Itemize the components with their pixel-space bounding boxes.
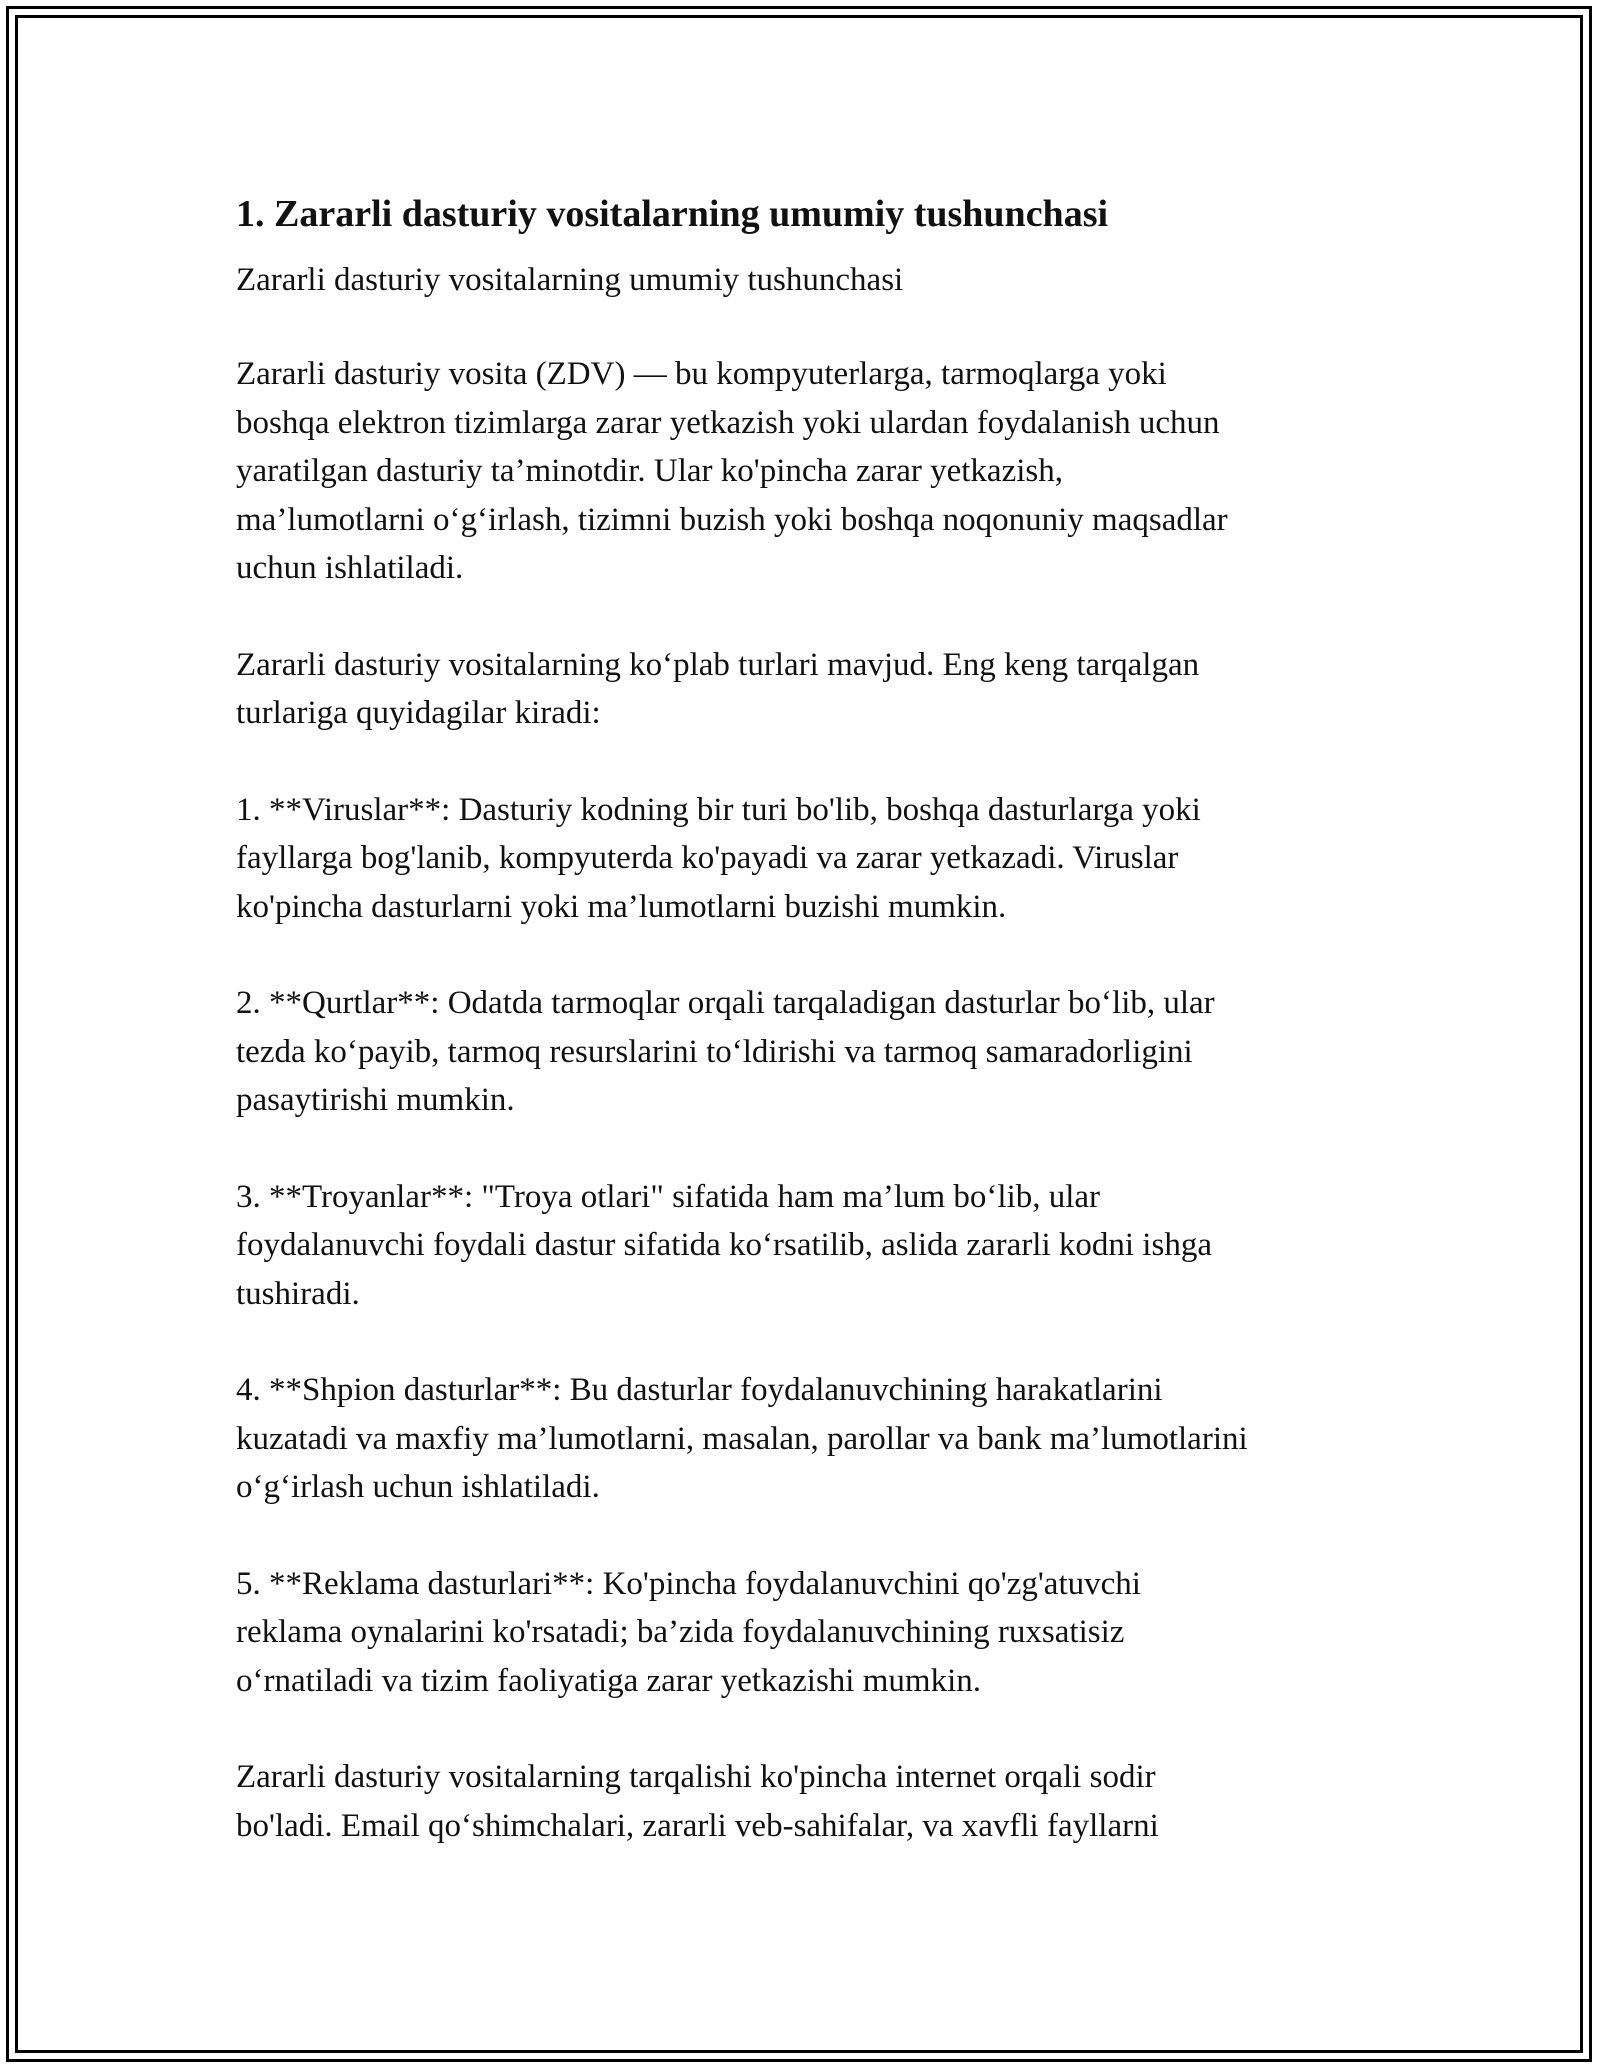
text-line: yaratilgan dasturiy ta’minotdir. Ular ko'pincha zarar yetkazish, — [236, 453, 1063, 489]
text-line: turlariga quyidagilar kiradi: — [236, 695, 601, 731]
paragraph-spread — [236, 1753, 1386, 1850]
list-item-spyware — [236, 1366, 1386, 1512]
document-subtitle: Zararli dasturiy vositalarning umumiy tushunchasi — [236, 262, 904, 298]
text-line: 1. **Viruslar**: Dasturiy kodning bir turi bo'lib, boshqa dasturlarga yoki — [236, 791, 1201, 828]
text-line: Zararli dasturiy vositalarning tarqalishi ko'pincha internet orqali sodir — [236, 1759, 1156, 1795]
text-line: fayllarga bog'lanib, kompyuterda ko'payadi va zarar yetkazadi. Viruslar — [236, 840, 1179, 876]
text-line: ko'pincha dasturlarni yoki ma’lumotlarni buzishi mumkin. — [236, 888, 1007, 925]
text-line: tushiradi. — [236, 1275, 360, 1312]
paragraph-definition — [236, 350, 1386, 593]
text-line: kuzatadi va maxfiy ma’lumotlarni, masalan, parollar va bank ma’lumotlarini — [236, 1420, 1248, 1457]
text-line: o‘g‘irlash uchun ishlatiladi. — [236, 1469, 600, 1505]
text-line: tezda ko‘payib, tarmoq resurslarini to‘ldirishi va tarmoq samaradorligini — [236, 1033, 1193, 1070]
text-line: foydalanuvchi foydali dastur sifatida ko‘rsatilib, aslida zararli kodni ishga — [236, 1227, 1212, 1263]
text-line: reklama oynalarini ko'rsatadi; ba’zida foydalanuvchining ruxsatisiz — [236, 1614, 1125, 1650]
paragraph-types-intro — [236, 641, 1386, 738]
text-line: boshqa elektron tizimlarga zarar yetkazish yoki ulardan foydalanish uchun — [236, 404, 1220, 441]
text-line: pasaytirishi mumkin. — [236, 1082, 515, 1118]
list-item-adware — [236, 1560, 1386, 1706]
text-line: 3. **Troyanlar**: "Troya otlari" sifatida ham ma’lum bo‘lib, ular — [236, 1178, 1101, 1215]
text-line: 2. **Qurtlar**: Odatda tarmoqlar orqali tarqaladigan dasturlar bo‘lib, ular — [236, 985, 1215, 1021]
text-line: uchun ishlatiladi. — [236, 550, 464, 586]
text-line: bo'ladi. Email qo‘shimchalari, zararli veb-sahifalar, va xavfli fayllarni — [236, 1807, 1159, 1844]
document-body — [236, 186, 1386, 1850]
text-line: 4. **Shpion dasturlar**: Bu dasturlar foydalanuvchining harakatlarini — [236, 1372, 1163, 1408]
text-line: ma’lumotlarni o‘g‘irlash, tizimni buzish yoki boshqa noqonuniy maqsadlar — [236, 501, 1228, 538]
list-item-worms — [236, 979, 1386, 1125]
text-line: Zararli dasturiy vositalarning ko‘plab turlari mavjud. Eng keng tarqalgan — [236, 646, 1200, 683]
list-item-viruses — [236, 786, 1386, 932]
text-line: Zararli dasturiy vosita (ZDV) — bu kompyuterlarga, tarmoqlarga yoki — [236, 356, 1167, 392]
text-line: o‘rnatiladi va tizim faoliyatiga zarar yetkazishi mumkin. — [236, 1662, 981, 1699]
text-line: 5. **Reklama dasturlari**: Ko'pincha foydalanuvchini qo'zg'atuvchi — [236, 1565, 1141, 1602]
list-item-trojans — [236, 1173, 1386, 1319]
document-title: 1. Zararli dasturiy vositalarning umumiy tushunchasi — [236, 193, 1109, 235]
